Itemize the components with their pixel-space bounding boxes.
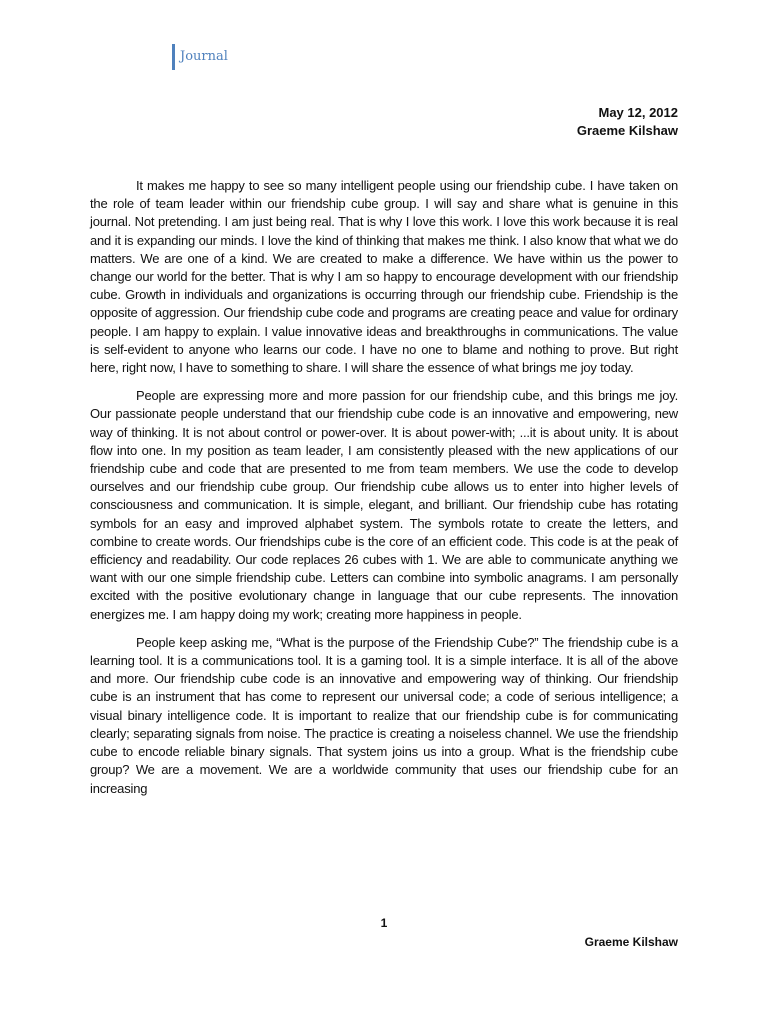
paragraph-1: It makes me happy to see so many intelligent people using our friendship cube. I have taken on the role of team leader within our friendship cube group. I will say and share what is genuine in this journal. Not pretending. I am just being real. That is why I love this work. I love this work because it is real and it is expanding our minds. I love the kind of thinking that makes me think. I also know that what we do matters. We are one of a kind. We are created to make a difference. We have within us the power to change our world for the better. That is why I am so happy to encourage development with our friendship cube. Growth in individuals and organizations is occurring through our friendship cube. Friendship is the opposite of aggression. Our friendship cube code and programs are creating peace and value for ordinary people. I am happy to explain. I value innovative ideas and breakthroughs in communications. The value is self-evident to anyone who learns our code. I have no one to blame and nothing to prove. But right here, right now, I have to something to share. I will share the essence of what brings me joy today. <box>90 178 678 376</box>
paragraph-3: People keep asking me, “What is the purpose of the Friendship Cube?” The friendship cube is a learning tool. It is a communications tool. It is a gaming tool. It is a simple interface. It is all of the above and more. Our friendship cube code is an innovative and empowering way of thinking. Our friendship cube is an instrument that has come to represent our universal code; a code of serious intelligence; a visual binary intelligence code. It is important to realize that our friendship cube is for communicating clearly; separating signals from noise. The practice is creating a noiseless channel. We use the friendship cube to encode reliable binary signals. That system joins us into a group. What is the friendship cube group? We are a movement. We are a worldwide community that uses our friendship cube for an increasing <box>90 634 678 796</box>
journal-body <box>90 177 678 808</box>
document-meta <box>577 104 678 140</box>
header-label: Journal <box>180 49 228 64</box>
document-author: Graeme Kilshaw <box>576 123 678 138</box>
page-number: 1 <box>380 916 388 930</box>
document-date: May 12, 2012 <box>598 105 678 120</box>
paragraph-2: People are expressing more and more passion for our friendship cube, and this brings me joy. Our passionate people understand that our friendship cube code is an innovative and empowering, new way of thinking. It is not about control or power-over. It is about power-with; ...it is about unity. It is about flow into one. In my position as team leader, I am consistently pleased with the new applications of our friendship cube and code that are presented to me from team members. We use the code to develop ourselves and our friendship cube group. Our friendship cube allows us to enter into higher levels of consciousness and communication. It is simple, elegant, and brilliant. Our friendship cube has rotating symbols for an easy and improved alphabet system. The symbols rotate to create the letters, and combine to create words. Our friendships cube is the core of an efficient code. This code is at the peak of efficiency and readability. Our code replaces 26 cubes with 1. We are able to communicate anything we want with our one simple friendship cube. Letters can combine into symbolic anagrams. I am personally excited with the positive evolutionary change in language that our cube represents. The innovation energizes me. I am happy doing my work; creating more happiness in people. <box>90 388 678 622</box>
footer-author: Graeme Kilshaw <box>584 935 678 949</box>
header-accent-bar <box>172 44 175 70</box>
